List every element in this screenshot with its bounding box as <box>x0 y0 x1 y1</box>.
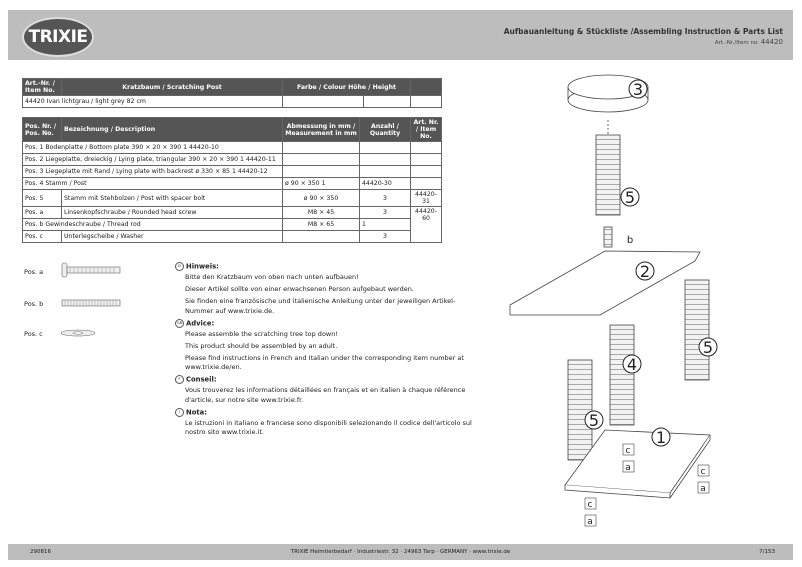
item-number: Art.-Nr./Item no. 44420 <box>714 38 783 46</box>
svg-text:a: a <box>625 463 631 473</box>
post-5-left <box>568 360 592 460</box>
footer-address: TRIXIE Heimtierbedarf · Industriestr. 32 · 24963 Tarp · GERMANY · www.trixie.de <box>290 549 511 555</box>
washer-icon <box>60 328 100 338</box>
table-row: Pos. a Linsenkopfschraube / Rounded head screw M8 × 45 3 44420-60 <box>23 207 442 219</box>
col-header: Abmessung in mm / Measurement in mm <box>283 118 360 142</box>
col-header: Kratzbaum / Scratching Post <box>62 79 283 96</box>
col-header: Pos. Nr. / Pos. No. <box>23 118 62 142</box>
table-row: Pos. 5 Stamm mit Stehbolzen / Post with spacer bolt ø 90 × 350 3 44420-31 <box>23 190 442 207</box>
footer-date: 290816 <box>30 549 51 555</box>
thread-rod-b <box>604 227 612 247</box>
callout-b: b <box>626 235 634 246</box>
callout-5: 5 <box>588 411 600 430</box>
table-row: Pos. 4 Stamm / Post ø 90 × 350 1 44420-30 <box>23 178 442 190</box>
screw-icon <box>60 262 122 278</box>
footer-band <box>8 544 793 560</box>
product-row: 44420 Ivan lichtgrau / light grey 82 cm <box>23 96 283 108</box>
callout-5: 5 <box>702 338 714 357</box>
product-table <box>22 78 442 108</box>
col-header: Bezeichnung / Description <box>62 118 283 142</box>
col-header: Art. Nr. / Item No. <box>411 118 442 142</box>
table-row: Pos. c Unterlegscheibe / Washer 3 <box>23 231 442 243</box>
post-5-right <box>685 280 709 380</box>
col-header: Farbe / Colour Höhe / Height <box>283 79 411 96</box>
document-title: Aufbauanleitung & Stückliste /Assembling Instruction & Parts List <box>503 27 783 36</box>
post-5-top <box>596 135 620 215</box>
callout-2: 2 <box>639 262 651 281</box>
svg-text:a: a <box>700 484 706 494</box>
table-row: Pos. 1 Bodenplatte / Bottom plate 390 × 20 × 390 1 44420-10 <box>23 142 442 154</box>
note-it: I Nota: Le istruzioni in italiano e francese sono disponibili selezionando il codice dell'articolo sul nostro sito www.trixie.it. <box>175 408 475 438</box>
assembly-diagram <box>480 65 780 535</box>
svg-text:a: a <box>587 517 593 527</box>
col-header: Art.-Nr. / Item No. <box>23 79 62 96</box>
note-fr: F Conseil: Vous trouverez les informations détaillées en français et en italien à chaque référence d'article, sur notre site www.trixie.fr. <box>175 375 475 405</box>
notes-section <box>175 262 475 440</box>
callout-5: 5 <box>624 188 636 207</box>
part-label-b: Pos. b <box>24 300 44 308</box>
table-row: Pos. 3 Liegeplatte mit Rand / Lying plate with backrest ø 330 × 85 1 44420-12 <box>23 166 442 178</box>
callout-3: 3 <box>632 80 644 99</box>
part-label-a: Pos. a <box>24 268 44 276</box>
callout-4: 4 <box>626 355 638 374</box>
table-row: Pos. b Gewindeschraube / Thread rod M8 × 65 1 <box>23 219 442 231</box>
part-label-c: Pos. c <box>24 330 43 338</box>
svg-text:c: c <box>625 446 631 456</box>
trixie-logo: TRIXIE <box>22 17 94 57</box>
parts-table <box>22 117 442 243</box>
plate-2 <box>510 251 700 315</box>
note-de: D Hinweis: Bitte den Kratzbaum von oben nach unten aufbauen! Dieser Artikel sollte von einer erwachsenen Person aufgebaut werden. Sie finden eine französische und italienische Anleitung unter der jeweiligen Artikel-Nummer auf www.trixie.de. <box>175 262 475 316</box>
col-header: Anzahl / Quantity <box>360 118 411 142</box>
thread-rod-icon <box>60 298 122 308</box>
header-band <box>8 10 793 60</box>
svg-text:c: c <box>700 467 706 477</box>
table-row: Pos. 2 Liegeplatte, dreieckig / Lying plate, triangular 390 × 20 × 390 1 44420-11 <box>23 154 442 166</box>
note-gb: GB Advice: Please assemble the scratching tree top down! This product should be assembled by an adult. Please find instructions in French and Italian under the corresponding item number at www.trixie.de/en. <box>176 319 464 371</box>
callout-1: 1 <box>655 428 667 447</box>
svg-text:c: c <box>587 500 593 510</box>
post-4 <box>610 325 634 425</box>
footer-page: 7/153 <box>759 549 775 555</box>
